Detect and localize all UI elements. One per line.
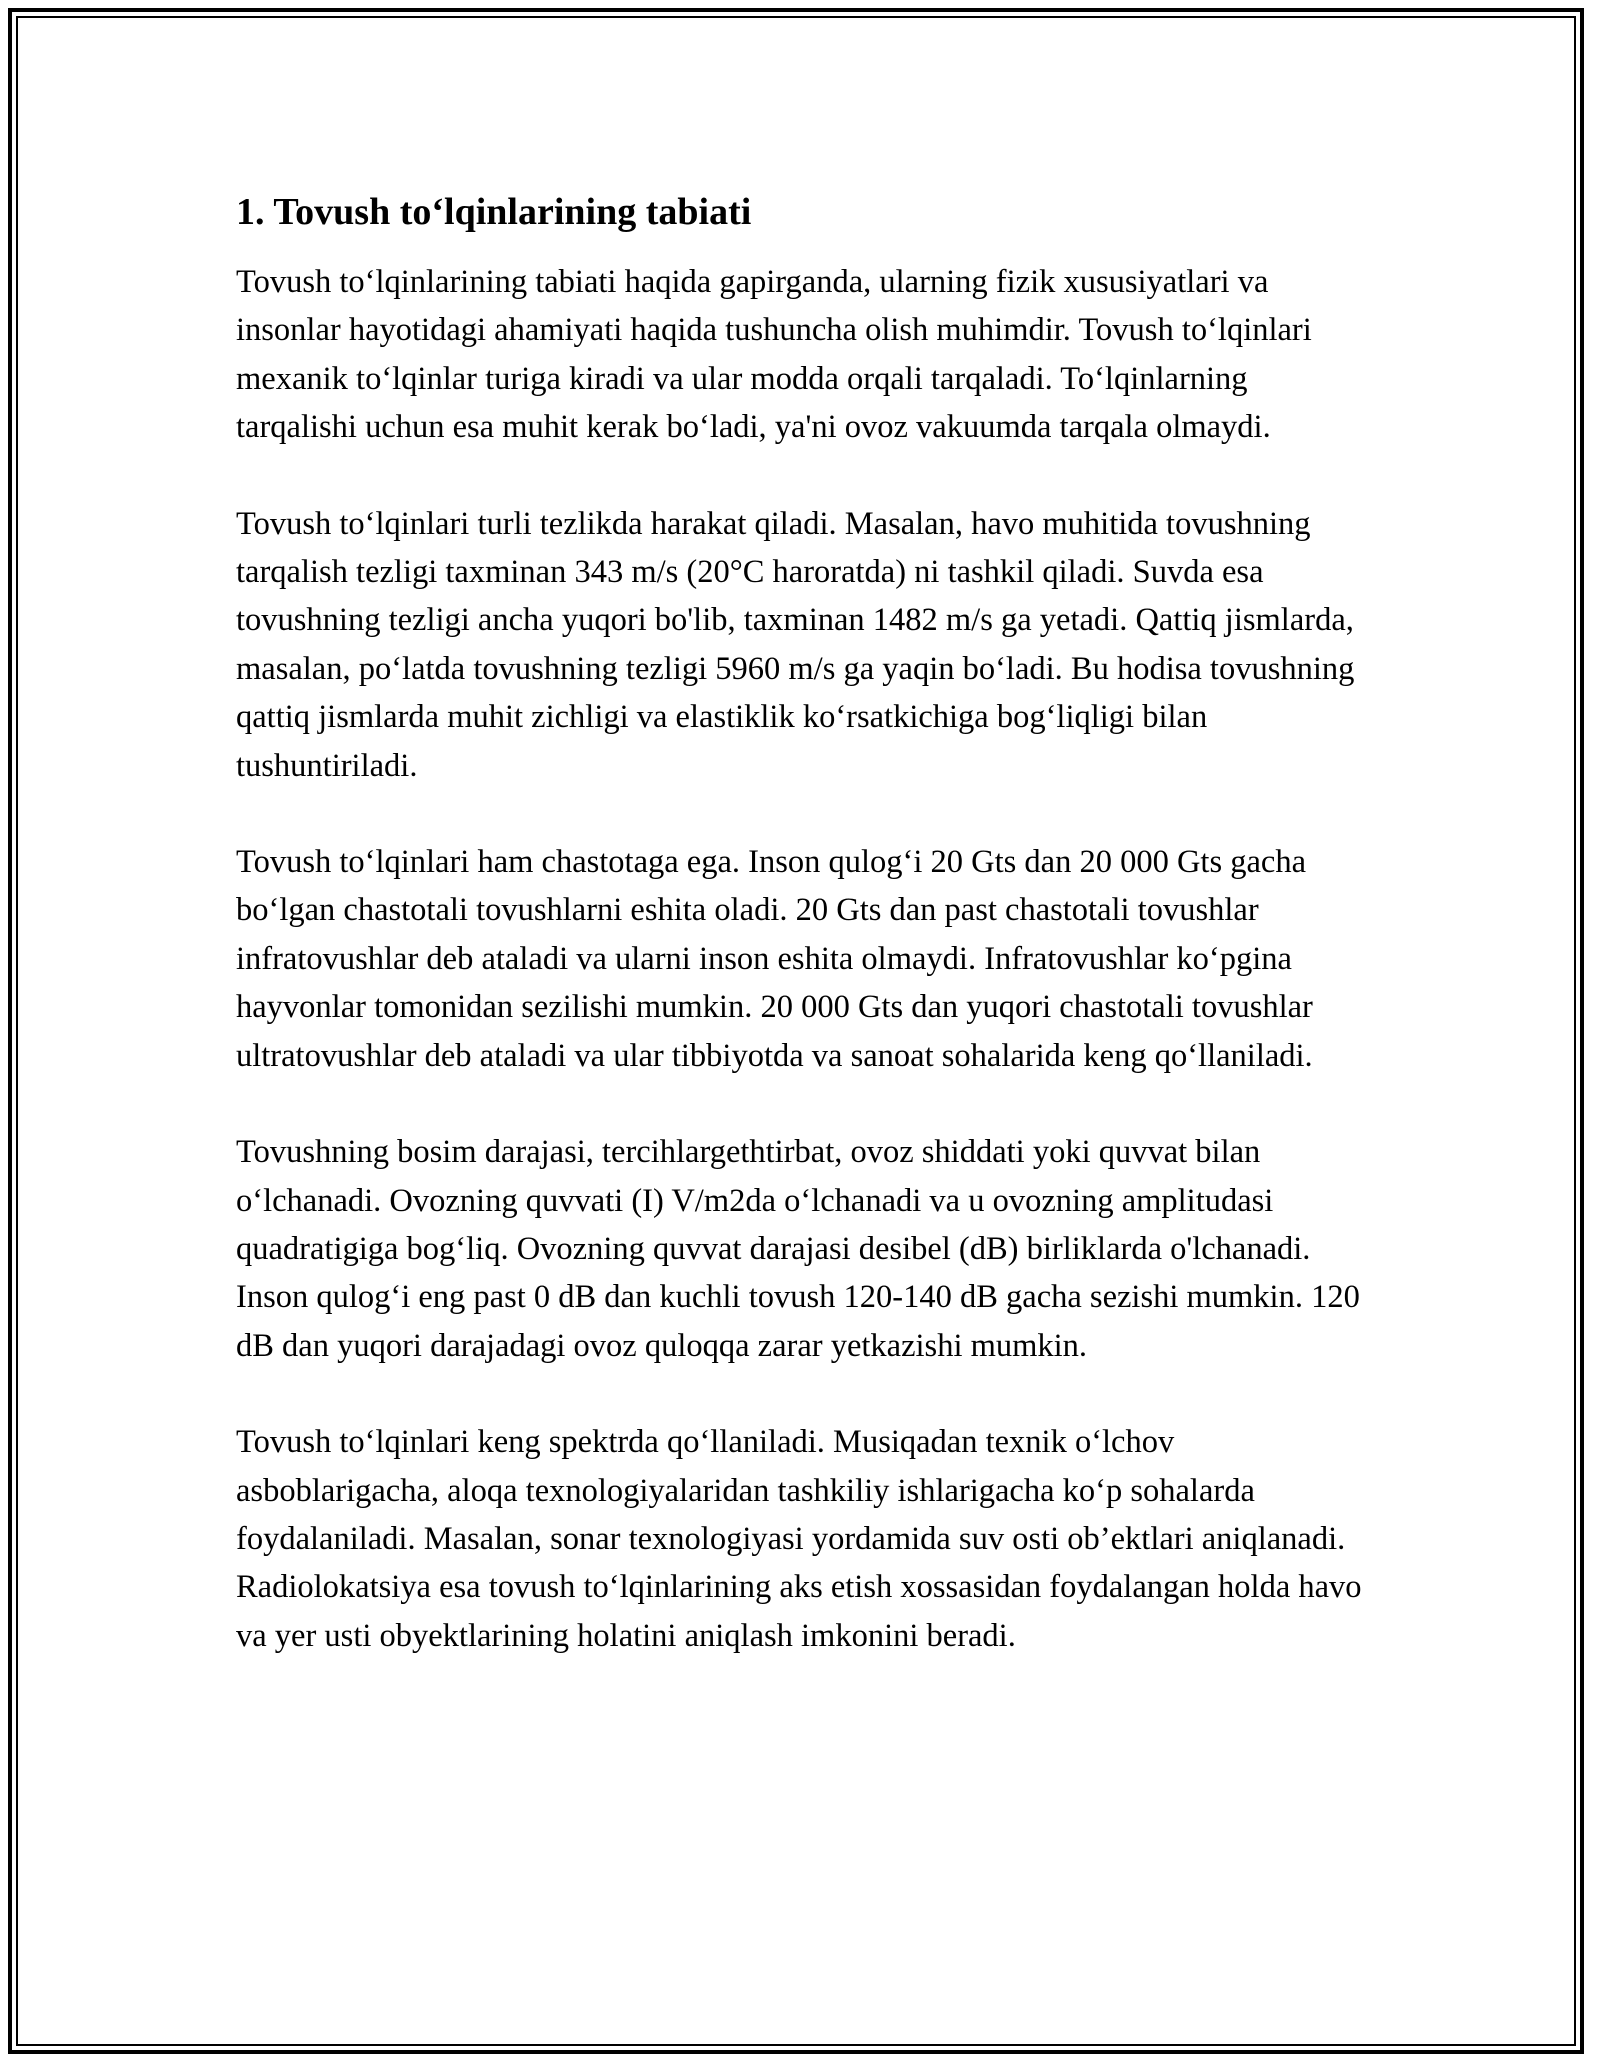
- paragraph-applications: Tovush to‘lqinlari keng spektrda qo‘llaniladi. Musiqadan texnik o‘lchov asboblarigacha, aloqa texnologiyalaridan tashkiliy ishlarigacha ko‘p sohalarda foydalaniladi. Masalan, sonar texnologiyasi yordamida suv osti ob’ektlari aniqlanadi. Radiolokatsiya esa tovush to‘lqinlarining aks etish xossasidan foydalangan holda havo va yer usti obyektlarining holatini aniqlash imkonini beradi.: [236, 1424, 1362, 1654]
- paragraph-nature: Tovush to‘lqinlarining tabiati haqida gapirganda, ularning fizik xususiyatlari va insonlar hayotidagi ahamiyati haqida tushuncha olish muhimdir. Tovush to‘lqinlari mexanik to‘lqinlar turiga kiradi va ular modda orqali tarqaladi. To‘lqinlarning tarqalishi uchun esa muhit kerak bo‘ladi, ya'ni ovoz vakuumda tarqala olmaydi.: [236, 264, 1312, 446]
- document-body: [236, 188, 1366, 1708]
- paragraph-intensity: Tovushning bosim darajasi, tercihlargethtirbat, ovoz shiddati yoki quvvat bilan o‘lchanadi. Ovozning quvvati (I) V/m2da o‘lchanadi va u ovozning amplitudasi quadratigiga bog‘liq. Ovozning quvvat darajasi desibel (dB) birliklarda o'lchanadi. Inson qulog‘i eng past 0 dB dan kuchli tovush 120-140 dB gacha sezishi mumkin. 120 dB dan yuqori darajadagi ovoz quloqqa zarar yetkazishi mumkin.: [236, 1134, 1360, 1364]
- paragraph-speed: Tovush to‘lqinlari turli tezlikda harakat qiladi. Masalan, havo muhitida tovushning tarqalish tezligi taxminan 343 m/s (20°C haroratda) ni tashkil qiladi. Suvda esa tovushning tezligi ancha yuqori bo'lib, taxminan 1482 m/s ga yetadi. Qattiq jismlarda, masalan, po‘latda tovushning tezligi 5960 m/s ga yaqin bo‘ladi. Bu hodisa tovushning qattiq jismlarda muhit zichligi va elastiklik ko‘rsatkichiga bog‘liqligi bilan tushuntiriladi.: [236, 505, 1355, 784]
- paragraph-frequency: Tovush to‘lqinlari ham chastotaga ega. Inson qulog‘i 20 Gts dan 20 000 Gts gacha bo‘lgan chastotali tovushlarni eshita oladi. 20 Gts dan past chastotali tovushlar infratovushlar deb ataladi va ularni inson eshita olmaydi. Infratovushlar ko‘pgina hayvonlar tomonidan sezilishi mumkin. 20 000 Gts dan yuqori chastotali tovushlar ultratovushlar deb ataladi va ular tibbiyotda va sanoat sohalarida keng qo‘llaniladi.: [236, 844, 1313, 1074]
- section-heading: 1. Tovush to‘lqinlarining tabiati: [236, 191, 752, 233]
